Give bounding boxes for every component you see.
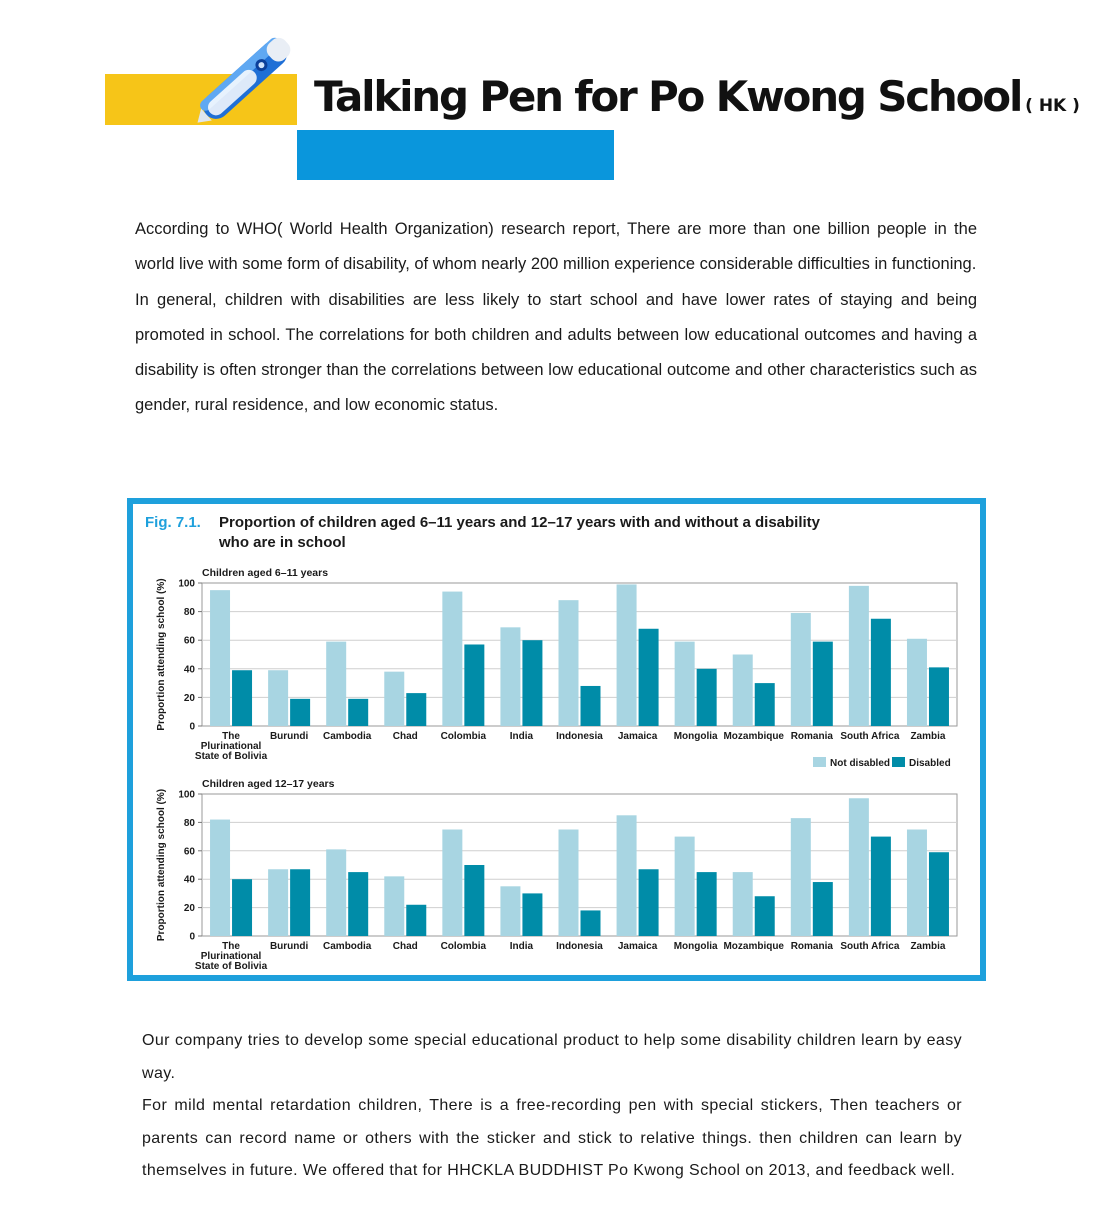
x-tick-label: South Africa — [840, 941, 900, 952]
y-tick-label: 0 — [189, 721, 195, 733]
x-tick-label: India — [509, 731, 534, 742]
x-tick-label: Colombia — [440, 731, 487, 742]
bar-not-disabled — [326, 849, 346, 936]
x-tick-label: Cambodia — [323, 941, 372, 952]
bar-not-disabled — [384, 876, 404, 936]
x-tick-label: Plurinational — [200, 741, 262, 752]
x-tick-label: The — [222, 941, 240, 952]
x-tick-label: Jamaica — [617, 731, 658, 742]
x-tick-label: Zambia — [910, 731, 946, 742]
figure-title-line1: Proportion of children aged 6–11 years and 12–17 years with and without a disability — [219, 514, 821, 531]
bar-disabled — [348, 699, 368, 726]
y-tick-label: 40 — [183, 874, 195, 886]
bar-not-disabled — [791, 818, 811, 936]
y-axis-label: Proportion attending school (%) — [156, 788, 167, 942]
bar-not-disabled — [907, 830, 927, 937]
legend-label: Disabled — [909, 758, 951, 769]
bar-not-disabled — [559, 600, 579, 726]
chart-12-17-years — [156, 778, 957, 972]
x-tick-label: Plurinational — [200, 951, 262, 962]
y-tick-label: 40 — [183, 664, 195, 676]
bar-disabled — [929, 852, 949, 936]
x-tick-label: India — [509, 941, 534, 952]
bar-disabled — [755, 683, 775, 726]
bar-not-disabled — [268, 869, 288, 936]
figure-chart — [133, 504, 980, 975]
bar-disabled — [290, 869, 310, 936]
x-tick-label: Jamaica — [617, 941, 658, 952]
bar-disabled — [232, 670, 252, 726]
x-tick-label: Mongolia — [673, 731, 718, 742]
bar-not-disabled — [559, 830, 579, 937]
x-tick-label: Mozambique — [723, 941, 785, 952]
intro-paragraph: According to WHO( World Health Organization) research report, There are more than one billion people in the world live with some form of disability, of whom nearly 200 million experience considerable difficulties in functioning. — [135, 220, 977, 274]
bar-disabled — [406, 693, 426, 726]
bar-not-disabled — [849, 586, 869, 726]
y-tick-label: 100 — [178, 578, 195, 590]
x-tick-label: Chad — [392, 941, 418, 952]
chart-6-11-years — [156, 567, 957, 769]
x-tick-label: Indonesia — [556, 941, 603, 952]
bar-disabled — [755, 896, 775, 936]
bar-not-disabled — [617, 815, 637, 936]
closing-paragraph: For mild mental retardation children, There is a free-recording pen with special stickers, Then teachers or parents can record name or others with the sticker and stick to relative things. then children can learn by themselves in future. We offered that for HHCKLA BUDDHIST Po Kwong School on 2013, and feedback well. — [142, 1097, 962, 1179]
legend-swatch — [813, 757, 826, 767]
bar-not-disabled — [384, 672, 404, 726]
chart-title: Children aged 12–17 years — [202, 778, 335, 790]
bar-not-disabled — [326, 642, 346, 726]
y-tick-label: 60 — [183, 635, 195, 647]
closing-text — [142, 1025, 962, 1188]
y-tick-label: 100 — [178, 789, 195, 801]
y-tick-label: 80 — [183, 607, 195, 619]
x-tick-label: The — [222, 731, 240, 742]
bar-not-disabled — [442, 830, 462, 937]
bar-not-disabled — [675, 642, 695, 726]
x-tick-label: Zambia — [910, 941, 946, 952]
bar-disabled — [639, 869, 659, 936]
bar-not-disabled — [617, 584, 637, 726]
y-tick-label: 80 — [183, 817, 195, 829]
y-tick-label: 20 — [183, 692, 195, 704]
chart-title: Children aged 6–11 years — [202, 567, 329, 579]
intro-paragraph: In general, children with disabilities are less likely to start school and have lower rates of staying and being promoted in school. The correlations for both children and adults between low educational outcomes and having a disability is often stronger than the correlations between low educational outcome and other characteristics such as gender, rural residence, and low economic status. — [135, 290, 977, 415]
bar-disabled — [697, 669, 717, 726]
bar-disabled — [464, 865, 484, 936]
page-title — [314, 72, 1080, 121]
figure-title-line2: who are in school — [219, 534, 346, 551]
bar-not-disabled — [210, 820, 230, 936]
intro-text — [135, 212, 977, 424]
talking-pen-icon — [178, 24, 308, 124]
x-tick-label: Romania — [790, 731, 833, 742]
bar-not-disabled — [791, 613, 811, 726]
x-tick-label: State of Bolivia — [194, 961, 268, 972]
bar-disabled — [581, 686, 601, 726]
x-tick-label: South Africa — [840, 731, 900, 742]
bar-disabled — [232, 879, 252, 936]
x-tick-label: Romania — [790, 941, 833, 952]
bar-not-disabled — [675, 837, 695, 936]
y-axis-label: Proportion attending school (%) — [156, 578, 167, 731]
x-tick-label: State of Bolivia — [194, 751, 268, 762]
bar-disabled — [813, 882, 833, 936]
figure-frame — [127, 498, 986, 981]
bar-disabled — [464, 644, 484, 726]
bar-disabled — [871, 837, 891, 936]
bar-not-disabled — [500, 886, 520, 936]
bar-not-disabled — [500, 627, 520, 726]
header-blue-bar — [297, 130, 614, 180]
bar-disabled — [348, 872, 368, 936]
closing-paragraph: Our company tries to develop some special educational product to help some disability children learn by easy way. — [142, 1032, 962, 1082]
legend-swatch — [892, 757, 905, 767]
bar-not-disabled — [849, 798, 869, 936]
x-tick-label: Burundi — [269, 941, 309, 952]
bar-disabled — [290, 699, 310, 726]
plot-area — [202, 583, 957, 726]
bar-disabled — [871, 619, 891, 726]
x-tick-label: Indonesia — [556, 731, 603, 742]
bar-disabled — [639, 629, 659, 726]
bar-disabled — [813, 642, 833, 726]
x-tick-label: Cambodia — [323, 731, 372, 742]
bar-disabled — [929, 667, 949, 726]
bar-disabled — [581, 910, 601, 936]
bar-not-disabled — [210, 590, 230, 726]
figure-label: Fig. 7.1. — [145, 514, 201, 531]
y-tick-label: 20 — [183, 903, 195, 915]
x-tick-label: Mongolia — [673, 941, 718, 952]
x-tick-label: Burundi — [269, 731, 309, 742]
page-title-text: Talking Pen for Po Kwong School — [314, 72, 1022, 121]
x-tick-label: Mozambique — [723, 731, 785, 742]
bar-disabled — [406, 905, 426, 936]
bar-disabled — [522, 640, 542, 726]
bar-not-disabled — [442, 592, 462, 726]
x-tick-label: Colombia — [440, 941, 487, 952]
legend — [813, 757, 951, 769]
bar-disabled — [522, 893, 542, 936]
y-tick-label: 0 — [189, 931, 195, 943]
x-tick-label: Chad — [392, 731, 418, 742]
bar-not-disabled — [733, 872, 753, 936]
page-title-suffix: ( HK ) — [1025, 96, 1080, 116]
bar-not-disabled — [907, 639, 927, 726]
bar-disabled — [697, 872, 717, 936]
y-tick-label: 60 — [183, 846, 195, 858]
bar-not-disabled — [733, 655, 753, 727]
plot-area — [202, 794, 957, 936]
bar-not-disabled — [268, 670, 288, 726]
legend-label: Not disabled — [830, 758, 891, 769]
